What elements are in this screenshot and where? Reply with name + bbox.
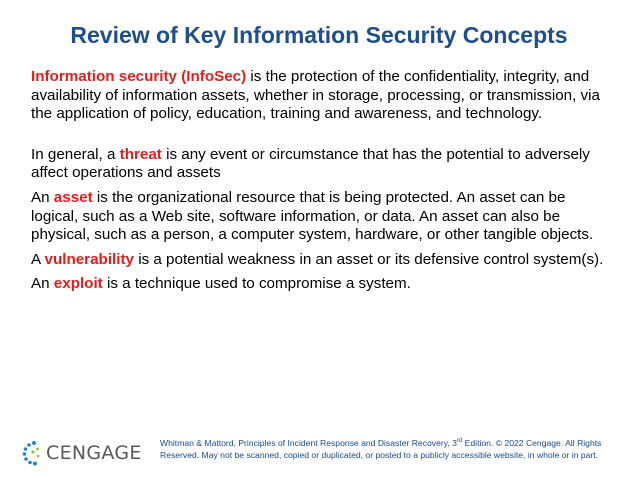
term-infosec: Information security (InfoSec)	[31, 68, 247, 85]
lead-vulnerability: A	[31, 250, 45, 268]
cengage-logo	[22, 440, 142, 466]
lead-asset: An	[31, 188, 54, 206]
slide-body	[31, 68, 611, 294]
citation-text: Whitman & Mattord, Principles of Incident Response and Disaster Recovery, 3	[160, 438, 457, 448]
term-exploit: exploit	[53, 275, 103, 293]
citation-rights: Edition. © 2022 Cengage. All Rights Reserved. May not be scanned, copied or duplicated, or posted to a publicly accessible website, in whole or in part.	[160, 438, 602, 460]
term-vulnerability: vulnerability	[44, 250, 134, 268]
slide-title: Review of Key Information Security Concepts	[70, 22, 568, 48]
lead-threat: In general, a	[31, 145, 120, 163]
copyright-footer	[160, 437, 622, 461]
definition-vulnerability: is a potential weakness in an asset or its defensive control system(s).	[133, 250, 604, 268]
term-asset: asset	[53, 188, 93, 206]
lead-exploit: An	[31, 275, 54, 293]
paragraph-threat	[31, 146, 611, 183]
paragraph-vulnerability	[31, 251, 611, 270]
paragraph-exploit	[31, 275, 611, 294]
paragraph-infosec	[31, 68, 611, 124]
citation-ordinal: rd	[456, 438, 463, 445]
definition-infosec: is the protection of the confidentiality, integrity, and availability of information assets, whether in storage, processing, or transmission, via the application of policy, education, training and awareness, and technology.	[31, 68, 600, 123]
definition-threat: is any event or circumstance that has the potential to adversely affect operations and assets	[31, 145, 590, 182]
definition-exploit: is a technique used to compromise a system.	[102, 275, 411, 293]
cengage-wordmark: CENGAGE	[46, 442, 142, 464]
cengage-dots-icon	[22, 440, 42, 466]
term-threat: threat	[119, 145, 162, 163]
paragraph-asset	[31, 189, 611, 245]
definition-asset: is the organizational resource that is being protected. An asset can be logical, such as a Web site, software information, or data. An asset can also be physical, such as a person, a computer system, hardware, or other tangible objects.	[31, 188, 594, 244]
